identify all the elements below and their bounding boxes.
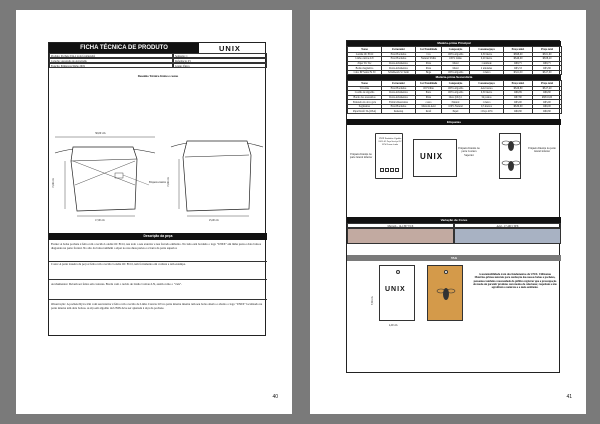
page-number: 41	[566, 394, 572, 400]
etq-card-text: UNIX Bordados Algodão 100% 63 Faça Serviço OC LEW Lavar à mão	[378, 138, 402, 146]
left-page	[16, 10, 292, 414]
etq-card-left	[375, 133, 403, 179]
col-header: Nome	[348, 47, 382, 53]
cell: 1 Peça 20%	[470, 109, 504, 114]
table-row	[348, 109, 562, 114]
cell: R$5,33	[504, 66, 533, 71]
cell: Zíper Tic Tac	[348, 61, 382, 66]
cell: 0,50 metro	[470, 91, 504, 96]
cell: Eitar Bordados	[382, 57, 416, 62]
cell: 100% Algodão	[442, 52, 470, 57]
tag-hole	[444, 270, 448, 274]
cell: R$29,80	[504, 86, 533, 91]
cell: R$49,00	[504, 57, 533, 62]
cell: R$8,75	[504, 61, 533, 66]
cell: Bordo dos acessórios	[348, 95, 382, 100]
cell: R$11,00	[504, 70, 533, 75]
cell: Natural	[442, 100, 470, 105]
etiquetas-header: Etiquetas	[347, 119, 561, 125]
cell: Fabrics Rezzantes	[382, 100, 416, 105]
tag-hole	[396, 270, 400, 274]
etq-card-bee	[499, 133, 521, 179]
cell: R$5,90	[533, 100, 562, 105]
dim-bottom-front: 17,00 cm	[95, 219, 105, 222]
cell: 100% Algodão	[442, 91, 470, 96]
cell: Azul turrea	[470, 86, 504, 91]
cor2-label: Azul - 17-4015 TPX	[454, 223, 561, 228]
cell: R$6,89	[504, 91, 533, 96]
descricao-header: Descrição da peça	[49, 233, 267, 240]
tag-dim-w: 4,00 cm	[389, 324, 398, 327]
cell: Cordão de algodão	[348, 91, 382, 96]
cell: Prata	[416, 61, 442, 66]
cell: 2 unidades	[470, 66, 504, 71]
tag-back-emblem	[436, 280, 456, 308]
cell: 100% Natural	[442, 104, 470, 109]
col-header: Composição	[442, 47, 470, 53]
unix-logo: UNIX	[219, 44, 241, 53]
info-grade: Grade: Única	[173, 63, 267, 68]
col-header: Composição	[442, 81, 470, 87]
col-header: Preço unid.	[504, 81, 533, 87]
cell: R$58,20	[533, 57, 562, 62]
materials-frame	[346, 40, 560, 373]
tag-back	[427, 265, 463, 321]
info-referencia: Referência: P1	[173, 58, 267, 63]
dim-back-bottom: 25,00 cm	[209, 219, 219, 222]
cell: Cabo PP Santa Fé 30	[348, 70, 382, 75]
tech-sheet-frame	[48, 42, 266, 336]
cell: Preto	[416, 91, 442, 96]
cell: R$316,60	[533, 95, 562, 100]
tag-front	[379, 265, 415, 321]
cell: Metal	[442, 61, 470, 66]
swatch-azul	[454, 228, 561, 244]
info-produto: Produto: Pochete Uni-x gola (conjugada)	[49, 53, 173, 58]
info-colecao: Coleção: Ascensão do Astrológik	[49, 58, 173, 63]
cell: R$0,80	[504, 109, 533, 114]
desc-frente: Frente: A bolsa pochete é feita com o tecido Londia OC ECO, nas todo o seu exterior e nas forrado embaixo. No lado está bordado o logo "UNIX" em linha preta e dois bolsos diagonais na parte frontal. No alto da bolsa também o zíper no nas duas partes e a barra da parte superior.	[51, 242, 261, 250]
mp-header: Matéria-prima Principal	[347, 41, 561, 46]
cor1-label: Marrom - 14-1307 TCX	[347, 223, 454, 228]
cell: Segmentos	[348, 104, 382, 109]
ms-header: Matéria-prima Secundária	[347, 75, 561, 80]
cell: Linho canvas LN	[348, 57, 382, 62]
cell: 100% Algodão	[442, 70, 470, 75]
divider	[49, 279, 267, 280]
cell: 100% Algodão	[442, 86, 470, 91]
cell: R$9,00	[533, 104, 562, 109]
page-number: 40	[272, 394, 278, 400]
cell: Botão magnético	[348, 66, 382, 71]
tag-text: A sustentabilidade é um dos fundamentos da UNIX. Utilizamos Matérias-primas naturais para confecção das nossas bolsas e pochetes, pensamos também e necessidade do público registrar que a preocupação de moda em garantir produtos com modos de colecionar, respeitam a não agredirem a natureza e o meio ambiente.	[473, 273, 557, 290]
col-header: Preço total	[533, 81, 562, 87]
cell: Metal	[442, 66, 470, 71]
col-header: Fornecedor	[382, 47, 416, 53]
cell: Prata	[416, 66, 442, 71]
tag-dim-h: 7,00 cm	[371, 296, 374, 305]
cell: R$98,00	[504, 52, 533, 57]
care-icons	[380, 168, 400, 173]
desc-observacao: Observação: A pochete Ryva-Uni com seu interior é feita com o tecido de Linho Canvas LN no parte interna interna tem seu bolso aberto e abaixo o logo "UNIX" localizado na parte interna tem dois bolsos. A alça em algodão da UNIX deve ser ajustada à alça da pochete.	[51, 302, 263, 310]
etq-label-right: Etiqueta Interna na parte lateral inferior	[528, 147, 556, 154]
cell: Schuhwerk Sc Seim	[382, 70, 416, 75]
cell: 1 metro	[470, 70, 504, 75]
cell: Eitar Bordados	[382, 104, 416, 109]
col-header: Preço unid.	[504, 47, 533, 53]
cell: Bege	[416, 70, 442, 75]
desc-acabamentos: Acabamentos: Devem ser feitos em costuras. Borda com o tecido de Linho Canvas LN, assim como o "viés".	[51, 282, 182, 286]
bee-icon	[500, 134, 522, 180]
dim-left: 15,00 cm	[52, 178, 55, 188]
cell: Eitar Bordados	[382, 86, 416, 91]
cell: Ouro (Old) 1	[442, 95, 470, 100]
cell: R$17,40	[533, 86, 562, 91]
cell: R$0,80	[533, 109, 562, 114]
iron-icon	[395, 168, 399, 172]
cell: Eitar Bordados	[382, 52, 416, 57]
technical-drawing	[51, 81, 265, 221]
info-estacao: Estação: Primavera/Verão 2019	[49, 63, 173, 68]
sheet-title: FICHA TÉCNICA DE PRODUTO	[49, 43, 199, 53]
cell: 1 unidade	[470, 61, 504, 66]
variacao-header: Variação de Cores	[347, 217, 561, 223]
ms-table	[347, 80, 562, 114]
unix-logo: UNIX	[385, 286, 406, 293]
cell: Papel Kraft 3A (OSA)	[348, 109, 382, 114]
tag-header: TAG	[347, 255, 561, 261]
cell: R$5,86	[533, 66, 562, 71]
cell: Rotta Aviamentos	[382, 95, 416, 100]
cell: Entretela do olvo gola	[348, 100, 382, 105]
info-semestre: Semestre: 1	[173, 53, 267, 58]
unix-logo: UNIX	[420, 152, 444, 161]
cell: couro	[416, 100, 442, 105]
cell: 1 metro	[470, 100, 504, 105]
cell: 0,20 metro	[470, 57, 504, 62]
right-page	[310, 10, 586, 414]
cell: R$6,80	[533, 91, 562, 96]
etq-label-left: Etiqueta Interna na parte lateral inferior	[349, 153, 373, 160]
cell: Rotta Aviamentos	[382, 61, 416, 66]
cell: Natural/ Palha	[416, 57, 442, 62]
wash-icon	[380, 168, 384, 172]
cell: Papel	[442, 109, 470, 114]
cell: Prata	[416, 95, 442, 100]
etiquetas-area	[347, 125, 561, 217]
col-header: Nome	[348, 81, 382, 87]
dry-icon	[390, 168, 394, 172]
cell: Kraft	[416, 109, 442, 114]
cell: Marrom Azul	[416, 104, 442, 109]
cell: R$5,90	[504, 100, 533, 105]
cell: 0,30 metro	[470, 52, 504, 57]
col-header: Fornecedor	[382, 81, 416, 87]
cell: Londia OC ECO	[348, 52, 382, 57]
cell: R$51,90	[533, 52, 562, 57]
swatch-marrom	[347, 228, 454, 244]
cell: Kaiserup	[382, 109, 416, 114]
col-header: Cor/Tonalidade	[416, 81, 442, 87]
cell: R$8,75	[533, 61, 562, 66]
divider	[49, 299, 267, 300]
cell: 34 pontos	[470, 95, 504, 100]
bleach-icon	[385, 168, 389, 172]
etq-card-logo	[413, 139, 457, 177]
cell: 100% Linho	[442, 57, 470, 62]
cell: Rotta Aviamentos	[382, 66, 416, 71]
col-header: Consumo/peça	[470, 81, 504, 87]
cell: Cru	[416, 52, 442, 57]
label-etiqueta-externa: Etiqueta externa	[149, 181, 166, 184]
dim-back-side: 15,00 cm	[167, 177, 170, 187]
col-header: Cor/Tonalidade	[416, 47, 442, 53]
desc-costa: Costa: A parte traseira da peça é feita com o tecido Londia OC ECO, tem forramento em cordura e tem estampa.	[51, 262, 186, 266]
drawing-title: Desenho Técnico frente e costas	[137, 74, 179, 78]
col-header: Preço total	[533, 47, 562, 53]
cell: R$7,80	[504, 95, 533, 100]
cell: Rotta Aviamentos	[382, 91, 416, 96]
mp-table	[347, 46, 562, 75]
cell: 0,3 metros	[470, 104, 504, 109]
cell: Tricoline	[348, 86, 382, 91]
cell: Off White	[416, 86, 442, 91]
dim-top: 30,00 cm	[95, 132, 106, 135]
cell: R$30,00	[504, 104, 533, 109]
etq-label-mid: Etiqueta Interna na parte Costura Superior	[458, 147, 480, 157]
cell: R$17,00	[533, 70, 562, 75]
col-header: Consumo/peça	[470, 47, 504, 53]
